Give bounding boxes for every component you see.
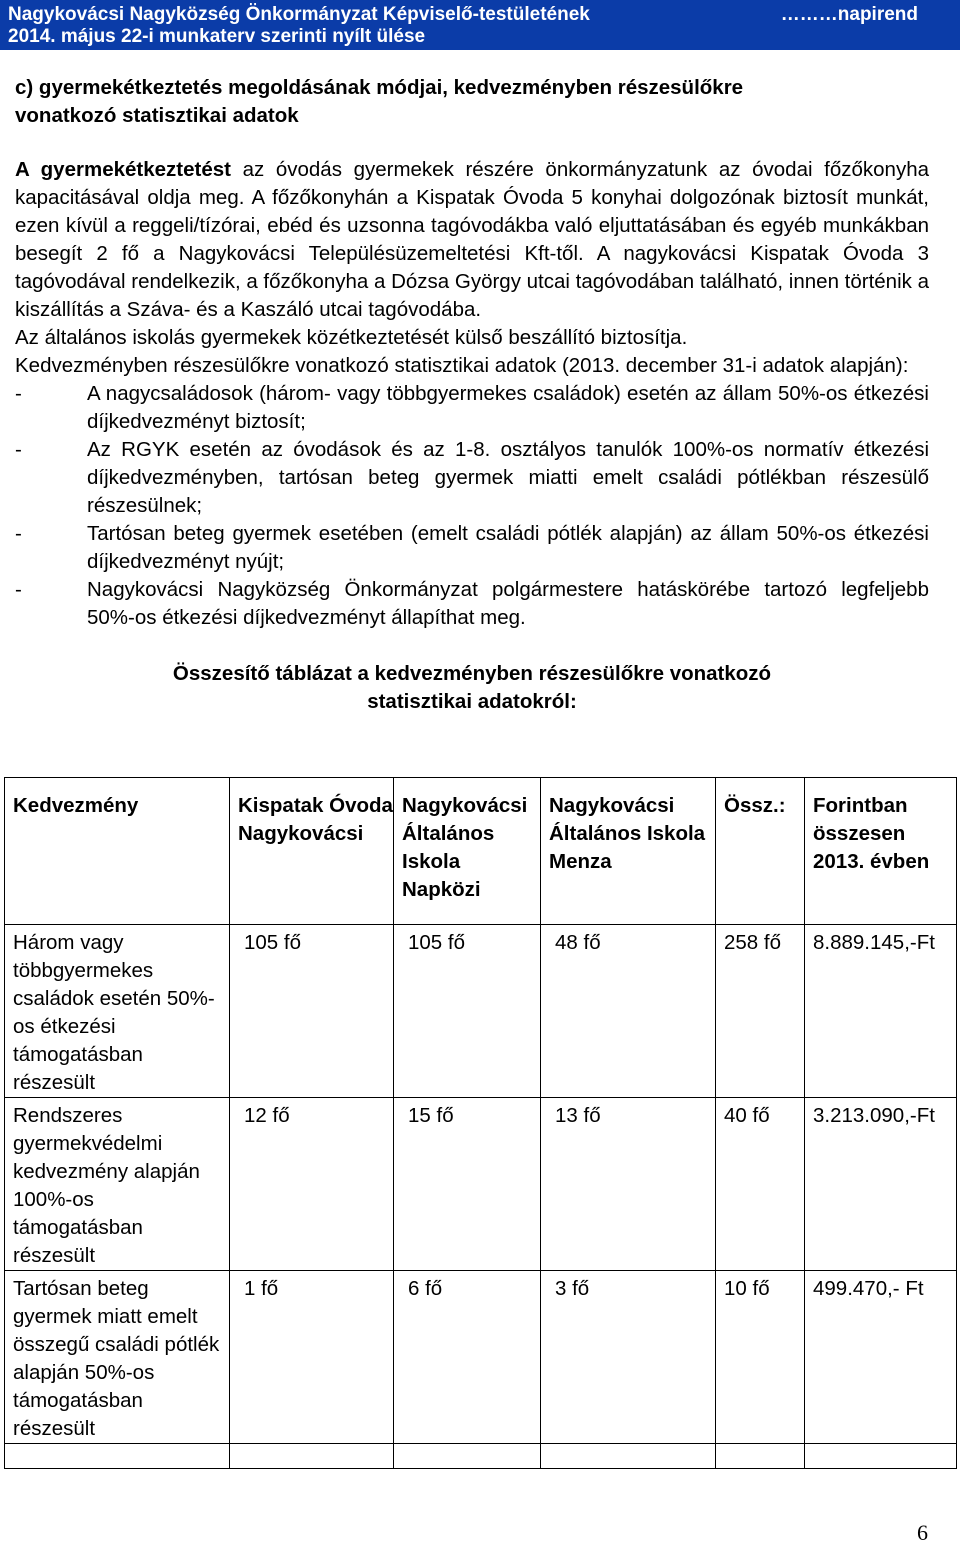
row-label: Tartósan beteg gyermek miatt emelt összegű családi pótlék alapján 50%-os támogatásban részesült [5,1271,230,1444]
cell-canteen: 48 fő [541,925,716,1098]
section-title-line2: vonatkozó statisztikai adatok [15,104,299,127]
paragraph-school-catering: Az általános iskolás gyermekek közétkeztetését külső beszállító biztosítja. [15,326,688,349]
cell-forint: 3.213.090,-Ft [805,1098,957,1271]
section-title-line1: c) gyermekétkeztetés megoldásának módjai, kedvezményben részesülőkre [15,76,744,99]
cell-kindergarten: 105 fő [230,925,394,1098]
header-agenda-item: ………napirend [780,4,918,25]
cell-canteen: 3 fő [541,1271,716,1444]
summary-table [4,777,957,1469]
table-empty-row [5,1444,957,1469]
header-benefit: Kedvezmény [5,778,230,925]
page-number: 6 [917,1520,928,1545]
cell-daycare: 6 fő [394,1271,541,1444]
paragraph-kitchen-text: az óvodás gyermekek részére önkormányzatunk az óvodai főzőkonyha kapacitásával oldja meg. A főzőkonyhán a Kispatak Óvoda 5 konyhai dolgozónak biztosít munkát, ezen kívül a reggeli/tízórai, ebéd és uzsonna tagóvodákba való eljuttatásában és egyéb munkákban besegít 2 fő a Nagykovácsi Településüzemeltetési Kft-től. A nagykovácsi Kispatak Óvoda 3 tagóvodával rendelkezik, a főzőkonyha a Dózsa György utcai tagóvodában található, innen történik a kiszállítás a Száva- és a Kaszáló utcai tagóvodába. [15,158,929,321]
row-label: Három vagy többgyermekes családok esetén 50%-os étkezési támogatásban részesült [5,925,230,1098]
cell-daycare: 105 fő [394,925,541,1098]
cell-forint: 8.889.145,-Ft [805,925,957,1098]
header-school-canteen: Nagykovácsi Általános Iskola Menza [541,778,716,925]
header-org-title: Nagykovácsi Nagyközség Önkormányzat Képviselő-testületének [8,4,590,25]
paragraph-kitchen [15,156,929,324]
header-total: Össz.: [716,778,805,925]
list-item: - A nagycsaládosok (három- vagy többgyermekes családok) esetén az állam 50%-os étkezési díjkedvezményt biztosít; [15,382,929,433]
table-row [5,1098,957,1271]
table-title-line1: Összesítő táblázat a kedvezményben részesülőkre vonatkozó [172,662,772,685]
header-session-title: 2014. május 22-i munkaterv szerinti nyílt ülése [8,26,426,47]
cell-total: 10 fő [716,1271,805,1444]
cell-total: 258 fő [716,925,805,1098]
list-item: - Az RGYK esetén az óvodások és az 1-8. osztályos tanulók 100%-os normatív étkezési díjkedvezményben, tartósan beteg gyermek miatti emelt családi pótlékban részesülő részesülnek; [15,438,929,517]
paragraph-statistics-intro: Kedvezményben részesülőkre vonatkozó statisztikai adatok (2013. december 31-i adatok alapján): [15,354,909,377]
cell-kindergarten: 12 fő [230,1098,394,1271]
cell-total: 40 fő [716,1098,805,1271]
cell-kindergarten: 1 fő [230,1271,394,1444]
paragraph-lead-bold: A gyermekétkeztetést [15,158,231,181]
table-row [5,925,957,1098]
document-body [15,74,929,716]
list-item: - Tartósan beteg gyermek esetében (emelt családi pótlék alapján) az állam 50%-os étkezési díjkedvezményt nyújt; [15,522,929,573]
header-kindergarten: Kispatak Óvoda Nagykovácsi [230,778,394,925]
header-school-daycare: Nagykovácsi Általános Iskola Napközi [394,778,541,925]
list-item: - Nagykovácsi Nagyközség Önkormányzat polgármestere hatáskörébe tartozó legfeljebb 50%-os étkezési díjkedvezményt állapíthat meg. [15,578,929,629]
cell-daycare: 15 fő [394,1098,541,1271]
table-title-line2: statisztikai adatokról: [367,690,577,713]
cell-forint: 499.470,- Ft [805,1271,957,1444]
table-row [5,1271,957,1444]
header-forint-total: Forintban összesen 2013. évben [805,778,957,925]
row-label: Rendszeres gyermekvédelmi kedvezmény alapján 100%-os támogatásban részesült [5,1098,230,1271]
table-header-row [5,778,957,925]
cell-canteen: 13 fő [541,1098,716,1271]
document-header [0,0,960,50]
